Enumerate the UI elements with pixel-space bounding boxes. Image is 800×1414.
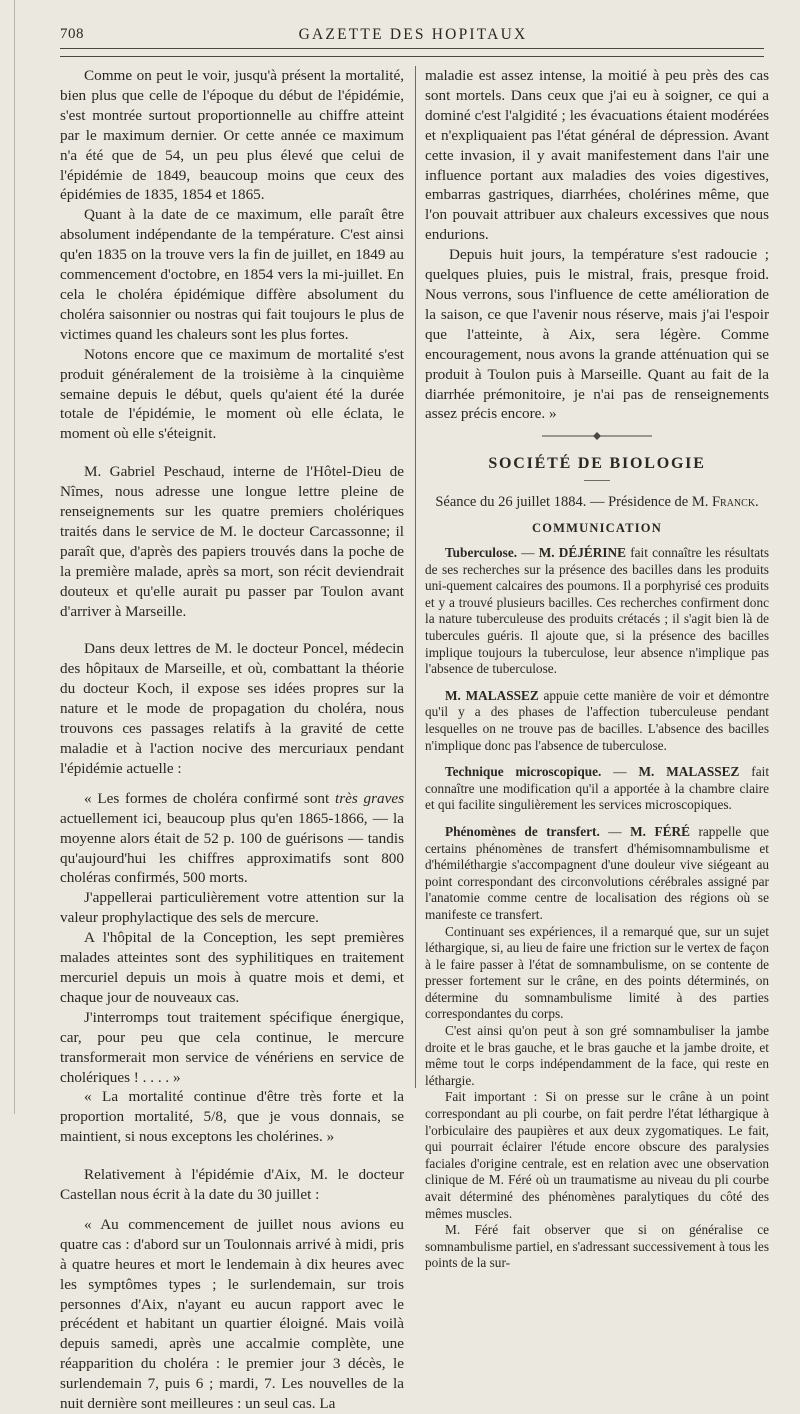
paragraph: Comme on peut le voir, jusqu'à présent la mortalité, bien plus que celle de l'époque du début de l'épidémie, s'est montrée surtout proportionnelle au chiffre atteint par le maximum dernier. Or cette année ce maximum n'a été que de 54, un peu plus élevé que celui de l'épidémie de 1849, beaucoup moins que ceux des épidémies de 1835, 1854 et 1865. [60,67,404,204]
paragraph: Relativement à l'épidémie d'Aix, M. le docteur Castellan nous écrit à la date du 30 juillet : [60,1166,404,1204]
paragraph: A l'hôpital de la Conception, les sept premières malades atteintes sont des syphilitiques en traitement mercuriel depuis un mois à quatre mois et demi, et chaque jour de nouveaux cas. [60,929,404,1006]
paragraph: J'interromps tout traitement spécifique énergique, car, pour peu que cela continue, le mercure transformerait mon service de vénériens en service de cholériques ! . . . . » [60,1008,404,1086]
report-transfert: Phénomènes de transfert. — M. FÉRÉ rappelle que certains phénomènes de transfert d'hémisomnambulisme et d'hémiléthargie s'accompagnent d'une douleur vive siégeant au point correspondant des circonvolutions cérébrales assigné par l'anatomie comme centre de localisation des régions où se manifeste ce transfert. [425,823,769,922]
communication-heading: COMMUNICATION [532,521,662,536]
paragraph: C'est ainsi qu'on peut à son gré somnambuliser la jambe droite et le bras gauche, et le bras gauche et la jambe droite, et même tout le corps indépendamment de la face, qui reste en léthargie. [425,1023,769,1088]
paragraph: Continuant ses expériences, il a remarqué que, sur un sujet léthargique, si, au lieu de faire une friction sur le vertex de façon à le faire passer à l'état de somnambulisme, on se contente de presser fortement sur le crâne, en des points déterminés, on détermine du somnambulisme limité à des parties correspondantes du corps. [425,923,769,1022]
paragraph: M. Féré fait observer que si on généralise ce somnambulisme partiel, en s'adressant successivement à tous les points de la sur- [425,1222,769,1271]
page-header [60,26,766,46]
paragraph: Depuis huit jours, la température s'est radoucie ; quelques pluies, puis le mistral, frais, presque froid. Nous verrons, sous l'influence de cette amélioration de la saison, ce que l'avenir nous réserve, mais j'ai l'espoir que l'atteinte, à Aix, sera légère. Comme encouragement, nous avons la grande atténuation qui se produit à Toulon puis à Marseille. Quant au fait de la diarrhée prémonitoire, je n'ai pas de renseignements assez précis encore. » [425,246,769,423]
paragraph: Quant à la date de ce maximum, elle paraît être absolument indépendante de la température. C'est ainsi qu'en 1835 on la trouve vers la fin de juillet, en 1849 au commencement d'octobre, en 1854 vers la mi-juillet. En cela le choléra épidémique diffère absolument du choléra saisonnier ou nostras qui fait toujours le plus de victimes quand les chaleurs sont les plus fortes. [60,206,404,343]
paragraph: Fait important : Si on presse sur le crâne à un point correspondant au pli courbe, on fait perdre l'état léthargique à l'orbiculaire des paupières et aux deux zygomatiques. Le fait, qui pourrait éclairer l'étude encore obscure des paralysies faciales d'origine centrale, est en relation avec une observation clinique de M. Féré où un traumatisme au niveau du pli courbe avait déterminé des phénomènes paralytiques du côté des mêmes muscles. [425,1089,769,1221]
report-malassez: M. MALASSEZ appuie cette manière de voir et démontre qu'il y a des phases de l'affection tuberculeuse pendant lesquelles on ne trouve pas de bacilles. L'absence des bacilles n'implique donc pas l'absence de tuberculose. [425,687,769,753]
report-tuberculose: Tuberculose. — M. DÉJÉRINE fait connaître les résultats de ses recherches sur la présence des bacilles dans les produits uni-quement calcaires des poumons. Il a porphyrisé ces produits et y a trouvé plusieurs bacilles. Ces recherches confirment donc la nature tuberculeuse des produits crétacés ; il s'agit bien là de tubercules guéris. Il ajoute que, si la présence des bacilles implique toujours la tuberculose, leur absence n'implique pas l'absence de tuberculose. [425,545,769,677]
ornament-rule [542,432,652,440]
paragraph: M. Gabriel Peschaud, interne de l'Hôtel-Dieu de Nîmes, nous adresse une longue lettre pleine de renseignements sur les quatre premiers cholériques traités dans le service de M. le docteur Carcassonne; il paraît que, d'après des papiers trouvés dans la poche de la première malade, après sa mort, son récit deviendrait douteux et qu'elle aurait pu passer par Toulon avant d'arriver à Marseille. [60,463,404,620]
paragraph: J'appellerai particulièrement votre attention sur la valeur prophylactique des sels de mercure. [60,889,404,927]
left-column [60,66,404,1414]
right-column [425,66,769,1272]
report-technique: Technique microscopique. — M. MALASSEZ fait connaître une modification qu'il a apportée à la chambre claire et qui facilite singulièrement les services microscopiques. [425,764,770,813]
president-name: Franck [711,494,756,511]
header-double-rule [60,48,764,57]
quote-paragraph: « Les formes de choléra confirmé sont très graves actuellement ici, beaucoup plus qu'en 1865-1866, — la moyenne alors était de 52 p. 100 de guérisons — tandis qu'aujourd'hui les chiffres approximatifs sont 800 choléras confirmés, 500 morts. [60,789,404,887]
journal-title: GAZETTE DES HOPITAUX [298,26,528,43]
column-divider [415,66,416,1088]
seance-line: Séance du 26 juillet 1884. — Présidence de M. Franck. [435,494,759,511]
biology-reports [425,545,769,1272]
italic-emphasis: très graves [334,789,404,807]
short-rule [584,480,610,481]
paragraph: Notons encore que ce maximum de mortalité s'est produit généralement de la troisième à la cinquième semaine depuis le début, quels qu'aient été la durée totale de l'épidémie, le moment où elle éclata, le moment où elle s'éteignit. [60,345,404,443]
paragraph: Dans deux lettres de M. le docteur Poncel, médecin des hôpitaux de Marseille, et où, combattant la théorie du docteur Koch, il expose ses idées propres sur la nature et le mode de propagation du choléra, nous trouvons ces passages relatifs à la gravité de cette maladie et à l'action nocive des mercuriaux pendant l'épidémie actuelle : [60,640,404,777]
page-number: 708 [60,26,84,42]
paragraph: « La mortalité continue d'être très forte et la proportion mortalité, 5/8, que je vous donnais, se maintient, si nous exceptons les cholérines. » [60,1088,404,1146]
paragraph: « Au commencement de juillet nous avions eu quatre cas : d'abord sur un Toulonnais arrivé à midi, pris à quatre heures et mort le lendemain à dix heures avec les symptômes types ; le surlendemain, sur trois personnes d'Aix, n'ayant eu aucun rapport avec le précédent et habitant un quartier éloigné. Mais voilà depuis samedi, après une accalmie complète, une réapparition du choléra : le premier jour 3 décès, le surlendemain 7, puis 6 ; mardi, 7. Les nouvelles de la nuit dernière sont meilleures : un seul cas. La [60,1215,404,1413]
page-edge-line [14,0,15,1114]
section-title: SOCIÉTÉ DE BIOLOGIE [488,455,706,473]
paragraph: maladie est assez intense, la moitié à peu près des cas sont mortels. Dans ceux que j'ai eu à soigner, ce qui a dominé c'est l'algidité ; les évacuations étaient modérées et n'expliquaient pas l'état général de dépression. Avant cette invasion, il y avait manifestement dans l'air une influence portant aux maladies des voies digestives, embarras gastriques, diarrhées, cholérines même, que l'on pouvait attribuer aux chaleurs excessives que nous endurions. [425,67,769,244]
